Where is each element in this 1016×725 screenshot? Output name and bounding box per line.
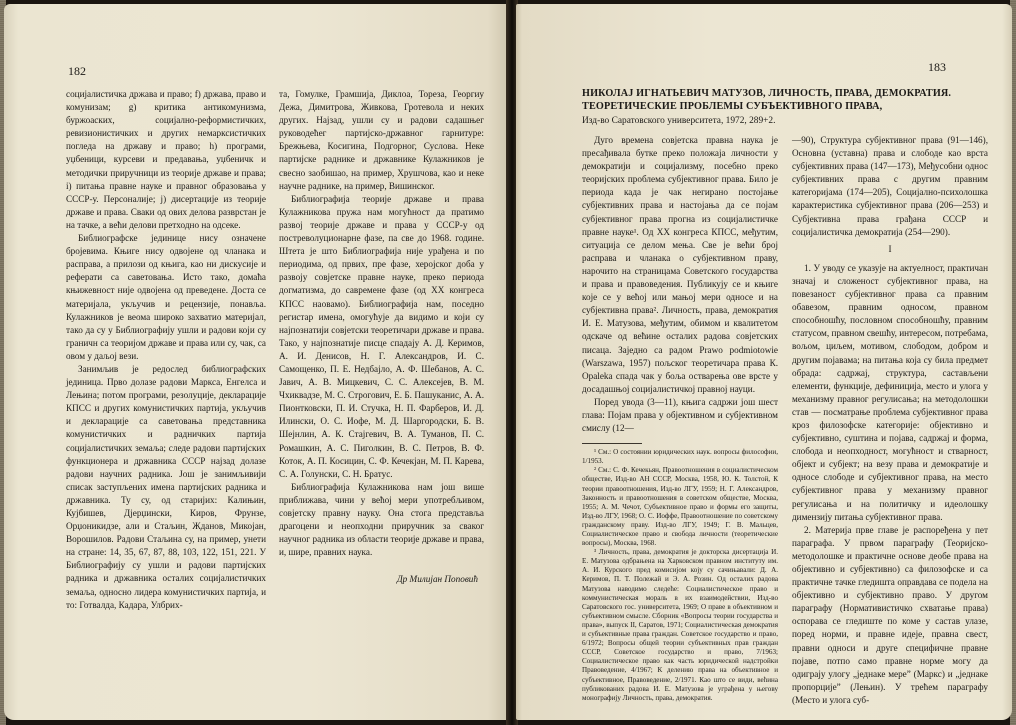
- paragraph: Библиографија теорије државе и права Кулажникова пружа нам могућност да пратимо развој теорије државе и права у СССР-у од постреволуционарне фазе, па све до 1968. године. Штета је што Библиографија није урађена и по периодима, од првих, пре фазе, херојског доба у развоју совјетске правне науке, преко периода догматизма, до савремене фазе (од XX конгреса КПСС наовамо). Библиографија нам, поседно регистар имена, омогућује да видимо и који су најпознатији совјетски теоретичари државе и права. Тако, у најпознатије писце спадају А. Д. Керимов, А. И. Денисов, Н. Г. Александров, И. С. Самощенко, П. Е. Недбајло, А. Ф. Шебанов, А. С. Јавич, А. В. Мицкевич, С. С. Алексејев, В. М. Чхиквадзе, М. С. Строгович, Е. Б. Пашуканис, А. А. Пионтковски, П. И. Стучка, Н. П. Фарберов, И. Д. Илински, О. С. Иофе, М. Д. Шаргородски, Б. В. Шејнлин, А. К. Стајгевич, В. А. Туманов, П. С. Ромашкин, А. С. Пиголкин, В. С. Петров, В. Ф. Коток, А. П. Косицин, С. Ф. Кечекјан, М. П. Карева, С. А. Голунски, С. Н. Братус.: [279, 193, 484, 479]
- footnote: ² См.: С. Ф. Кечекьян, Правоотношения в социалистическом обществе, Изд-во АН СССР, Москва, 1958, Ю. К. Толстой, К теории правоотношения, Изд-во ЛГУ, 1959; Н. Г. Александров, Законность и правоотношения в советском обществе, Москва, 1955; А. М. Чечот, Субъективное право и формы его защиты, Изд-во ЛГУ, 1968; О. С. Иоффе, Правоотношение по советскому гражданскому праву. Изд-во ЛГУ, 1949; Г. В. Мальцев, Социалистическое право и свобода личности (теоретические вопросы), Москва, 1968.: [582, 466, 778, 548]
- paragraph: та, Гомулке, Грамшија, Диклоа, Тореза, Георгиу Дежа, Димитрова, Живкова, Гротевола и неких других. Најзад, ушли су и радови садашњег руководећег партијско-државног гарнитуре: Брежњева, Косигина, Подгорног, Суслова. Неке партијске раднике и државнике Кулажников је свесно заобишао, на пример, Хрушчова, као и неке научне раднике, на пример, Вишинског.: [279, 89, 484, 191]
- paragraph: —90), Структура субјективног права (91—146), Основна (уставна) права и слободе као врста субјективних права (147—173), Међусобни однос субјективних права с другим правним категоријама (174—205), Социјално-психолошка карактеристика субјективног права (206—253) и Субјективна права грађана СССР и социјалистичка демократија (254—290).: [792, 135, 988, 237]
- publisher-line: Изд-во Саратовского университета, 1972, 289+2.: [582, 116, 776, 126]
- right-column-2: [792, 134, 988, 704]
- book-title: НИКОЛАЈ ИГНАТЬЕВИЧ МАТУЗОВ, ЛИЧНОСТЬ, ПРАВА, ДЕМОКРАТИЯ. ТЕОРЕТИЧЕСКИЕ ПРОБЛЕМЫ СУБЪЕКТИВНОГО ПРАВА,: [582, 88, 952, 112]
- footnote: ³ Личность, права, демократия је докторска дисертација И. Е. Матузова одбрањена на Харковском правном институту им. А. И. Курского пред комисијом коју су сачињавали: Д. А. Керимов, П. Т. Полежай и Э. А. Розин. Од осталих радова Матузова наводимо следеће: Социалистическое право и коммунистическая мораль в их взаимодействии, Изд-во Саратовского гос. университета, 1969; О праве в объективном и субъективном смысле. Сборник «Вопросы теории государства и права», выпуск II, Саратов, 1971; Социалистическая демократия и субъективные права граждан. Советское государство и право, 6/1972; Вопросы общей теории субъективных прав граждан СССР, Советское государство и право, 7/1963; Социалистическое право как часть юридической надстройки Правоведение, 4/1967; К делению права на объективное и субъективное, Правоведение, 2/1971. Као што се види, већина публикованих радова И. Е. Матузова је уграђена у његову монографију Личность, права, демократия.: [582, 548, 778, 702]
- right-column-1: [582, 134, 778, 704]
- review-header: [582, 87, 982, 126]
- paragraph: 2. Материја прве главе је распоређена у пет параграфа. У првом параграфу (Теоријско-методолошке и практичне основе деобе права на објективно и субјективно) са филозофске и са практичне тачке гледишта оправдава се подела на објективно и субјективно право. У другом параграфу (Нормативистичко схватање права) оспорава се гледиште по коме у састав улазе, поред норми, и правне идеје, правна свест, правни односи и друге специфичне правне појаве, потпо само правне норме могу да одиграју улогу „једнаке мере” (Маркс) и „једнаке пропорције” (Лењин). У трећем параграфу (Место и улога суб-: [792, 524, 988, 705]
- paragraph: Библиографске јединице нису означене бројевима. Књиге нису одвојене од чланака и расправа, а прилози од књига, као ни дискусије и реферати са саветовања. Исто тако, домаћа књижевност није одвојена од преведене. Доста се материјала, укључив и рецензије, понавља. Кулажников је веома широко захватио материјал, тако да су у Библиографију ушли и радови који су граничн са теоријом државе и права или су, чак, са овом у даљој вези.: [66, 233, 266, 361]
- left-column-2: [279, 88, 484, 648]
- footnote: ¹ См.: О состоянии юридических наук. вопросы философии, 1/1953.: [582, 448, 778, 466]
- left-page: [4, 4, 508, 720]
- paragraph: Занимљив је редослед библиографских јединица. Прво долазе радови Маркса, Енгелса и Лењина; потом програми, резолуције, декларације КПСС и других комунистичких партија, укључив и декларације са саветовања представника комунистичких и радничких партија социјалистичких земаља; следе радови партијских функционера и државника СССР најзад долазе радови научних радника. Још је занимљивији списак заступљених имена партијских радника и државника. Ту су, од старијих: Калињин, Кујбишев, Дјерџински, Киров, Фрунзе, Орџоникидзе, али и Стаљин, Жданов, Микојан, Ворошилов. Радови Стаљина су, на пример, унети на стране: 14, 35, 67, 87, 88, 103, 122, 151, 221. У Библиографију су ушли и радови партијских радника и државника осталих социјалистичких земаља, односно лидера комунистичких партија, и то: Готвалда, Кадара, Улбрих-: [66, 363, 266, 610]
- paragraph: Поред увода (3—11), књига садржи још шест глава: Појам права у објективном и субјективном смислу (12—: [582, 396, 778, 434]
- section-heading: I: [888, 243, 892, 254]
- paragraph: Библиографија Кулажникова нам још више приближава, чини у већој мери употребљивом, совјетску правну науку. Она стога представља драгоцени и неопходни приручник за сваког научног радника из области теорије државе и права, и, шире, правних наука.: [279, 481, 484, 558]
- paragraph: 1. У уводу се указује на актуелност, практичан значај и сложеност субјективног права, на повезаност субјективног права са правним обавезом, правним односом, правном способношћу, пословном способношћу, правним статусом, правном свешћу, интересом, потребама, вољом, циљем, мотивом, слободом, добром и другим појавама; на питања која су била предмет обрада: садржај, структура, састављени елементи, функције, дефиниција, место и улога у механизму правног регулисања; на методолошки став — посматрање проблема субјективног права кроз филозофске категорије: објективно и субјективно, суштина и појава, садржај и форма, слобода и неопходност, могућност и стварност, објект и субјект; на везу права и демократије и односе слободе и субјективног права, на место субјективног права у механизму правног регулисања и на политичку и идеолошку димензију питања субјективног права.: [792, 262, 988, 522]
- paragraph: Дуго времена совјетска правна наука је пресађивала бутке преко положаја личности у демократији и социјализму, посебно преко теоријских проблема субјективног права. Било је периода када је чак негирано постојање субјективних права и настојања да се појам субјективног права прогна из социјалистичке правне науке¹. Од XX конгреса КПСС, међутим, ситуација се делом мења. Све је већи број расправа и чланака о субјективном праву, нарочито на страницама Советского государства и права и правоведения. Публикују се и књиге које се у већој или мањој мери односе и на субјективна права². Личность, права, демократия И. Е. Матузова, међутим, обимом и квалитетом одскаче од већине осталих радова совјетских писаца. Заједно са радом Prawo podmiotowie (Warszawa, 1957) пољског теоретичара права К. Opaleka спада чак у боља остварења ове врсте у досадашњој социјалистичкој правној науци.: [582, 135, 778, 394]
- page-number: 183: [928, 60, 946, 74]
- author-signature: Др Милијан Поповић: [396, 574, 478, 585]
- left-column-1: [66, 88, 266, 648]
- footnote-divider: [582, 443, 642, 444]
- paragraph: социјалистичка држава и право; f) држава, право и комунизам; g) критика антикомунизма, буржоаских, социјално-реформистичких, ревизионистичких и других немарксистичких погледа на државу и право; h) програми, уџбеници, курсеви и предавања, уџбеничк и методички приручници из теорије државе и права; i) питања правне науке и правног образовања у СССР-у. Персоналије; j) дисертације из теорије државе и права. Сваки од ових делова разврстан је на тачке, а већи делови претходно на одсеке.: [66, 89, 266, 230]
- right-page: [516, 4, 1012, 720]
- page-number: 182: [68, 64, 86, 78]
